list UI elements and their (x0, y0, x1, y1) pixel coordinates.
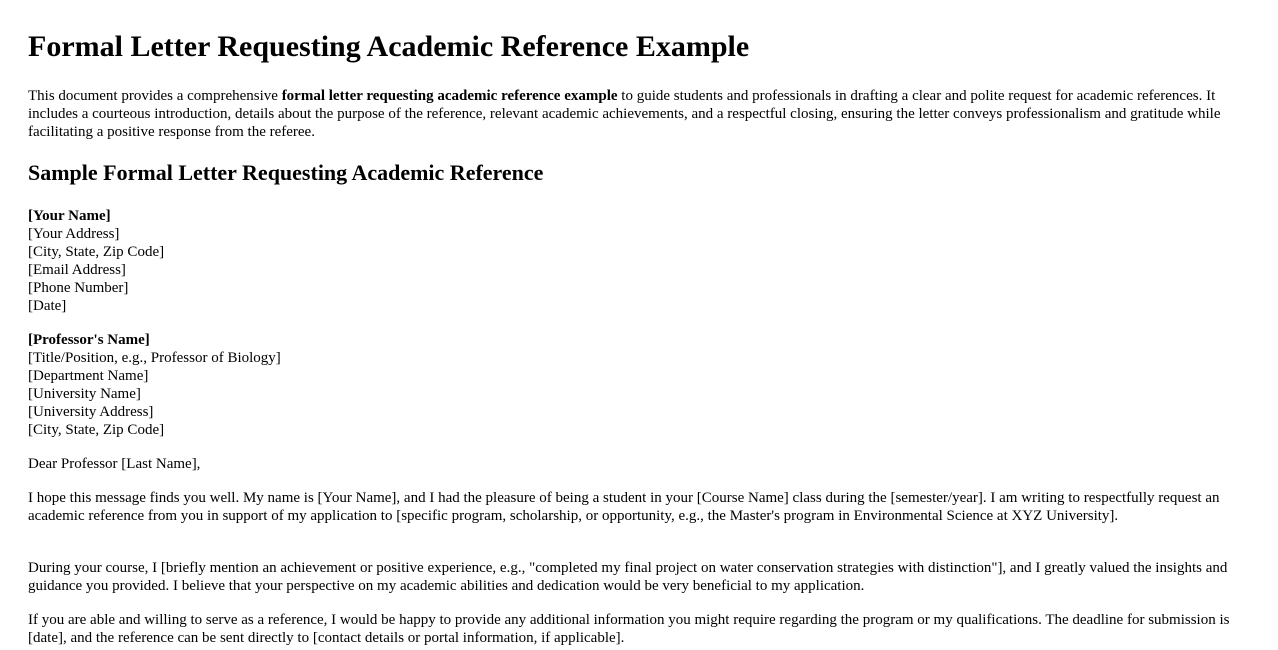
intro-bold-phrase: formal letter requesting academic reference example (281, 88, 618, 104)
recipient-university: [University Name] (28, 386, 141, 402)
recipient-title: [Title/Position, e.g., Professor of Biology] (28, 350, 281, 366)
sender-address-block (28, 207, 1238, 315)
sender-date: [Date] (28, 298, 67, 314)
page-title: Formal Letter Requesting Academic Reference Example (28, 30, 750, 63)
letter-greeting: Dear Professor [Last Name], (28, 456, 201, 472)
recipient-address-block (28, 331, 1238, 439)
letter-paragraph-2: During your course, I [briefly mention an achievement or positive experience, e.g., "completed my final project on water conservation strategies with distinction"], and I greatly valued the insights and guidance you provided. I believe that your perspective on my academic abilities and dedication would be very beneficial to my application. (28, 560, 1228, 594)
section-heading: Sample Formal Letter Requesting Academic Reference (28, 160, 544, 185)
recipient-city: [City, State, Zip Code] (28, 422, 165, 438)
recipient-name: [Professor's Name] (28, 332, 150, 348)
intro-text-start: This document provides a comprehensive (28, 88, 282, 104)
sender-city: [City, State, Zip Code] (28, 244, 165, 260)
letter-paragraph-1: I hope this message finds you well. My name is [Your Name], and I had the pleasure of being a student in your [Course Name] class during the [semester/year]. I am writing to respectfully request an academic reference from you in support of my application to [specific program, scholarship, or opportunity, e.g., the Master's program in Environmental Science at XYZ University]. (28, 490, 1220, 524)
sender-email: [Email Address] (28, 262, 126, 278)
sender-phone: [Phone Number] (28, 280, 129, 296)
recipient-address: [University Address] (28, 404, 154, 420)
sender-address: [Your Address] (28, 226, 120, 242)
recipient-department: [Department Name] (28, 368, 149, 384)
intro-text-end: to guide students and professionals in drafting a clear and polite request for academic references. It includes a courteous introduction, details about the purpose of the reference, relevant academic achievements, and a respectful closing, ensuring the letter conveys professionalism and gratitude while facilitating a positive response from the referee. (28, 88, 1221, 140)
intro-paragraph (28, 87, 1228, 141)
letter-paragraph-3: If you are able and willing to serve as a reference, I would be happy to provide any additional information you might require regarding the program or my qualifications. The deadline for submission is [date], and the reference can be sent directly to [contact details or portal information, if applicable]. (28, 612, 1230, 646)
sender-name: [Your Name] (28, 208, 111, 224)
